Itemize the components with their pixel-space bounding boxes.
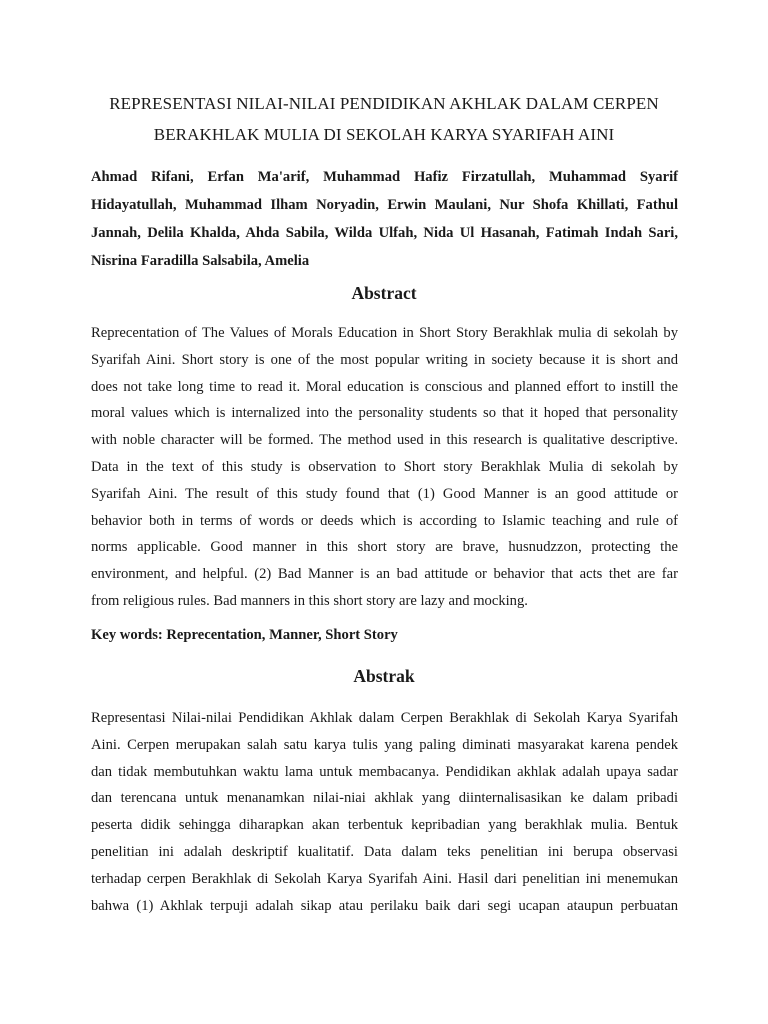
title-line: BERAKHLAK MULIA DI SEKOLAH KARYA SYARIFAH AINI	[153, 125, 615, 144]
abstract-line: does not take long time to read it. Moral education is conscious and planned effort to instill the	[91, 378, 678, 395]
keywords-line: Key words: Reprecentation, Manner, Short Story	[91, 627, 398, 643]
abstract-heading: Abstract	[351, 283, 417, 303]
author-line: Hidayatullah, Muhammad Ilham Noryadin, Erwin Maulani, Nur Shofa Khillati, Fathul	[91, 197, 678, 213]
abstrak-paragraph	[91, 705, 678, 919]
abstrak-line: peserta didik sehingga diharapkan akan terbentuk kepribadian yang berakhlak mulia. Bentuk	[91, 817, 678, 834]
abstract-line: Reprecentation of The Values of Morals Education in Short Story Berakhlak mulia di sekolah by	[91, 325, 678, 341]
abstrak-line: terhadap cerpen Berakhlak di Sekolah Karya Syarifah Aini. Hasil dari penelitian ini menemukan	[91, 870, 678, 887]
abstract-line: Syarifah Aini. The result of this study found that (1) Good Manner is an good attitude or	[91, 485, 678, 502]
author-line: Nisrina Faradilla Salsabila, Amelia	[91, 253, 310, 269]
abstract-line: Syarifah Aini. Short story is one of the most popular writing in society because it is short and	[91, 351, 678, 368]
abstract-line: environment, and helpful. (2) Bad Manner is an bad attitude or behavior that acts thet are far	[91, 566, 678, 583]
author-line: Jannah, Delila Khalda, Ahda Sabila, Wilda Ulfah, Nida Ul Hasanah, Fatimah Indah Sari,	[91, 225, 678, 241]
abstrak-line: dan tidak membutuhkan waktu lama untuk membacanya. Pendidikan akhlak adalah upaya sadar	[91, 763, 678, 780]
abstract-line: from religious rules. Bad manners in this short story are lazy and mocking.	[91, 592, 528, 609]
abstract-line: moral values which is internalized into the personality students so that it hoped that personality	[91, 405, 678, 422]
abstrak-heading: Abstrak	[353, 666, 415, 686]
paper-title	[60, 88, 708, 150]
author-line: Ahmad Rifani, Erfan Ma'arif, Muhammad Hafiz Firzatullah, Muhammad Syarif	[91, 169, 678, 185]
abstrak-line: Representasi Nilai-nilai Pendidikan Akhlak dalam Cerpen Berakhlak di Sekolah Karya Syarifah	[91, 710, 678, 726]
abstract-paragraph	[91, 320, 678, 615]
abstrak-line: Aini. Cerpen merupakan salah satu karya tulis yang paling diminati masyarakat karena pendek	[91, 736, 678, 753]
abstract-line: Data in the text of this study is observation to Short story Berakhlak Mulia di sekolah by	[91, 458, 678, 475]
author-list	[91, 163, 678, 275]
abstract-line: with noble character will be formed. The method used in this research is qualitative descriptive.	[91, 432, 678, 449]
abstract-line: norms applicable. Good manner in this short story are brave, husnudzzon, protecting the	[91, 539, 678, 556]
abstract-line: behavior both in terms of words or deeds which is according to Islamic teaching and rule of	[91, 512, 678, 529]
abstrak-line: dan terencana untuk menanamkan nilai-niai akhlak yang diinternalisasikan ke dalam pribadi	[91, 790, 678, 807]
abstrak-line: bahwa (1) Akhlak terpuji adalah sikap atau perilaku baik dari segi ucapan ataupun perbuatan	[91, 897, 678, 914]
title-line: REPRESENTASI NILAI-NILAI PENDIDIKAN AKHLAK DALAM CERPEN	[109, 94, 659, 113]
abstrak-line: penelitian ini adalah deskriptif kualitatif. Data dalam teks penelitian ini berupa observasi	[91, 843, 678, 860]
